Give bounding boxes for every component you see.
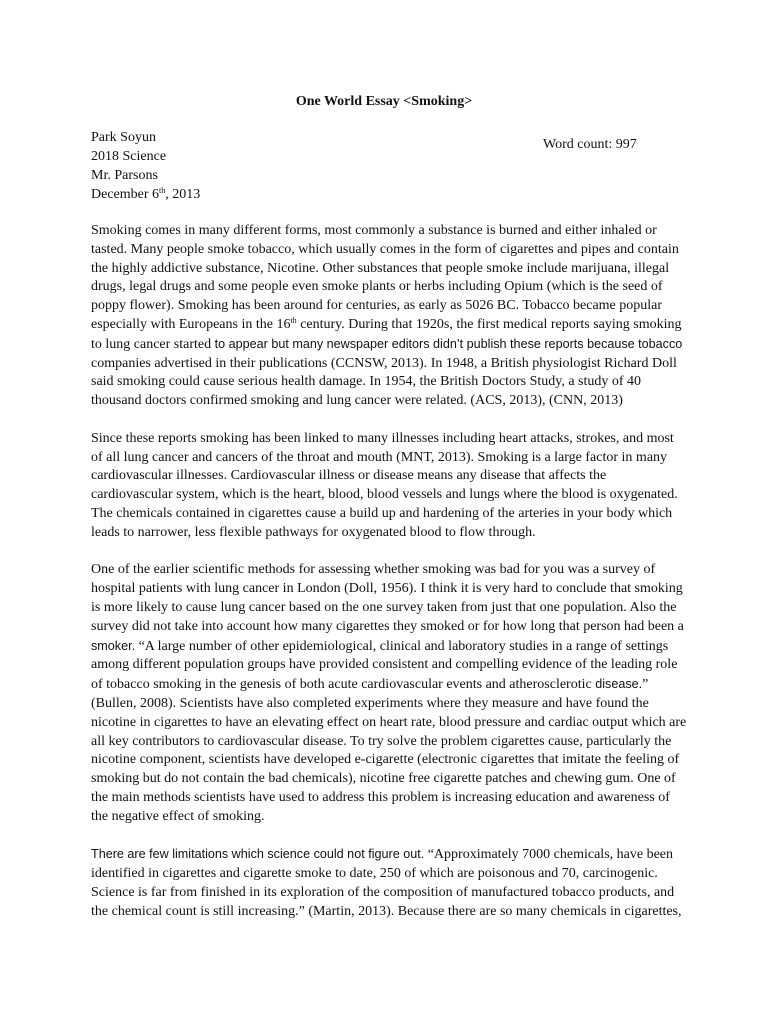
text-fragment: “Approximately 7000 chemicals, have been [424,847,674,863]
text-line: One of the earlier scientific methods for assessing whether smoking was bad for you was a survey of [91,562,656,578]
text-line: poppy flower). Smoking has been around for centuries, as early as 5026 BC. Tobacco became popular [91,298,663,314]
text-line: survey did not take into account how many cigarettes they smoked or for how long that person had been a [91,618,684,634]
text-line: Science is far from finished in its exploration of the composition of manufactured tobacco products, and [91,884,675,900]
text-fragment: century. During that 1920s, the first medical reports saying smoking [296,316,682,332]
text-line: cardiovascular illnesses. Cardiovascular illness or disease means any disease that affects the [91,468,607,484]
text-line [91,316,681,335]
date-superscript: th [159,186,166,195]
text-line: among different population groups have provided consistent and compelling evidence of the leading role [91,657,678,673]
text-line: Smoking comes in many different forms, most commonly a substance is burned and either inhaled or [91,223,657,238]
paragraph-4 [91,845,681,921]
teacher-name: Mr. Parsons [91,168,158,183]
century-superscript: th [290,315,297,325]
essay-date [91,185,200,204]
text-fragment-sans: disease. [595,677,643,692]
text-line: Since these reports smoking has been linked to many illnesses including heart attacks, strokes, and most [91,430,674,446]
text-line: is more likely to cause lung cancer based on the one survey taken from just that one population. Also the [91,599,677,615]
text-line: smoking but do not contain the bad chemicals), nicotine free cigarette patches and chewing gum. One of [91,771,676,787]
essay-title: One World Essay <Smoking> [295,94,473,109]
essay-body [91,222,687,940]
text-line: the highly addictive substance, Nicotine. Other substances that people smoke include marijuana, illegal [91,260,670,276]
text-line: drugs, legal drugs and some people even smoke plants or herbs including Opium (which is the seed of [91,279,663,295]
word-count: Word count: 997 [543,137,637,152]
text-line: cardiovascular system, which is the heart, blood, blood vessels and lungs where the blood is oxygenated. [91,487,678,503]
text-line: thousand doctors confirmed smoking and lung cancer were related. (ACS, 2013), (CNN, 2013) [91,393,623,409]
text-fragment: ” [642,677,649,693]
date-prefix: December 6 [91,187,160,202]
text-fragment: “A large number of other epidemiological, clinical and laboratory studies in a range of settings [135,638,669,654]
text-line: of all lung cancer and cancers of the throat and mouth (MNT, 2013). Smoking is a large factor in many [91,449,668,465]
author-name: Park Soyun [91,130,156,145]
text-line: companies advertised in their publications (CCNSW, 2013). In 1948, a British physiologist Richard Doll [91,355,677,371]
text-fragment-sans: smoker. [91,638,136,653]
text-fragment-sans: to appear but many newspaper editors didn’t publish these reports because tobacco [214,336,683,351]
paragraph-2 [91,430,681,543]
text-line [91,675,681,695]
text-line: nicotine in cigarettes to have an elevating effect on heart rate, blood pressure and cardiac output which are [91,714,687,730]
text-line: said smoking could cause serious health damage. In 1954, the British Doctors Study, a study of 40 [91,374,642,390]
paragraph-3 [91,561,687,826]
text-line: The chemicals contained in cigarettes cause a build up and hardening of the arteries in your body which [91,505,673,521]
text-line: nicotine component, scientists have developed e-cigarette (electronic cigarettes that imitate the feeling of [91,752,680,768]
text-line: leads to narrower, less flexible pathways for oxygenated blood to flow through. [91,524,536,540]
text-line: the chemical count is still increasing.” (Martin, 2013). Because there are so many chemicals in cigarettes, [91,903,682,919]
text-fragment: especially with Europeans in the 16 [91,316,291,332]
text-line: all key contributors to cardiovascular disease. To try solve the problem cigarettes cause, particularly the [91,733,672,749]
text-line: the negative effect of smoking. [91,808,265,824]
text-line: (Bullen, 2008). Scientists have also completed experiments where they measure and have found the [91,695,649,711]
author-class: 2018 Science [91,149,167,164]
text-fragment: of tobacco smoking in the genesis of both acute cardiovascular events and atherosclerotic [91,677,596,693]
text-line [91,637,681,657]
text-line [91,845,681,865]
text-fragment-sans: There are few limitations which science could not figure out. [91,847,425,862]
text-line: hospital patients with lung cancer in London (Doll, 1956). I think it is very hard to conclude that smoking [91,581,683,597]
text-line: identified in cigarettes and cigarette smoke to date, 250 of which are poisonous and 70, carcinogenic. [91,866,658,882]
text-fragment: to lung cancer started [91,336,215,352]
text-line [91,335,681,355]
date-suffix: , 2013 [165,187,201,202]
author-header [91,128,200,204]
text-line: tasted. Many people smoke tobacco, which usually comes in the form of cigarettes and pipes and contain [91,241,679,257]
paragraph-1 [91,222,681,411]
text-line: the main methods scientists have used to address this problem is increasing education and awareness of [91,789,670,805]
